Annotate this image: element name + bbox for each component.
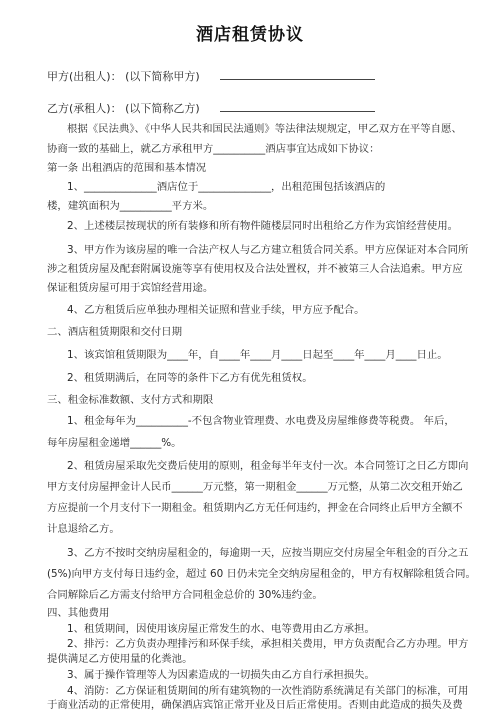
body-line: 涉之租赁房屋及配套附属设施等享有使用权及合法处置权，并不被第三人合法追索。甲方应 [47,263,463,275]
body-line: 2、租赁房屋采取先交费后使用的原则，租金每半年支付一次。本合同签订之日乙方即向 [67,460,469,472]
body-line: 二、酒店租赁期限和交付日期 [47,326,183,338]
body-line: 2、上述楼层按现状的所有装修和所有物件随楼层同时出租给乙方作为宾馆经营使用。 [67,220,459,232]
body-line: 3、属于操作管理等人为因素造成的一切损失由乙方自行承担损失。 [67,668,375,681]
body-line: 提供满足乙方使用量的化粪池。 [47,652,193,665]
party-b-blank [220,100,375,112]
body-line: 4、乙方租赁后应单独办理相关证照和营业手续，甲方应予配合。 [67,304,365,316]
party-a-label: 甲方(出租人)： (以下简称甲方) [47,70,200,83]
body-line: 保证租赁房屋可用于宾馆经营用途。 [47,282,214,294]
party-b-line [47,100,375,116]
body-line: 2、排污：乙方负责办理排污和环保手续，承担相关费用，甲方负责配合乙方办理。甲方 [67,638,469,651]
body-line: 1、租赁期间，因使用该房屋正常发生的水、电等费用由乙方承担。 [67,623,375,636]
body-line: 计息退给乙方。 [47,523,120,535]
body-line: 第一条 出租酒店的范围和基本情况 [47,162,207,174]
body-line: 4、消防：乙方保证租赁期间的所有建筑物的一次性消防系统满足有关部门的标准，可用 [67,684,469,697]
body-line: 3、甲方作为该房屋的唯一合法产权人与乙方建立租赁合同关系。甲方应保证对本合同所 [67,244,469,256]
body-line: (5%)向甲方支付每日违约金，超过 60 日仍未完全交纳房屋租金的，甲方有权解除租赁合同。 [47,568,476,580]
document-title: 酒店租赁协议 [196,25,304,45]
body-line: 甲方支付房屋押金计人民币______万元整，第一期租金______万元整，从第二次交租开始乙 [47,481,463,493]
party-b-label: 乙方(承租人)： (以下简称乙方) [47,102,200,115]
body-line: 1、______________酒店位于______________，出租范围包括该酒店的 [67,181,386,193]
body-line: 方应提前一个月支付下一期租金。租赁期内乙方无任何违约，押金在合同终止后甲方全额不 [47,502,463,514]
body-line: 协商一致的基础上，就乙方承租甲方__________酒店事宜达成如下协议： [47,143,380,155]
body-line: 四、其他费用 [47,607,110,620]
party-a-blank [220,68,375,80]
body-line: 每年房屋租金递增______%。 [47,437,182,449]
body-line: 1、该宾馆租赁期限为____年，自____年____月____日起至____年____月____日止。 [67,349,448,361]
body-line: 三、租金标准数额、支付方式和期限 [47,394,214,406]
body-line: 1、租金每年为__________-不包含物业管理费、水电费及房屋维修费等税费。 年后， [67,415,455,427]
body-line: 根据《民法典》、《中华人民共和国民法通则》等法律法规规定，甲乙双方在平等自愿、 [67,123,462,135]
party-a-line [47,68,375,84]
body-line: 于商业活动的正常使用，确保酒店宾馆正常开业及日后正常使用。否则由此造成的损失及费 [47,698,463,711]
body-line: 合同解除后乙方需支付给甲方合同租金总价的 30%违约金。 [47,589,323,601]
body-line: 3、乙方不按时交纳房屋租金的，每逾期一天，应按当期应交付房屋全年租金的百分之五 [67,547,469,559]
body-line: 2、租赁期满后，在同等的条件下乙方有优先租赁权。 [67,372,313,384]
body-line: 楼，建筑面积为__________平方米。 [47,200,214,212]
